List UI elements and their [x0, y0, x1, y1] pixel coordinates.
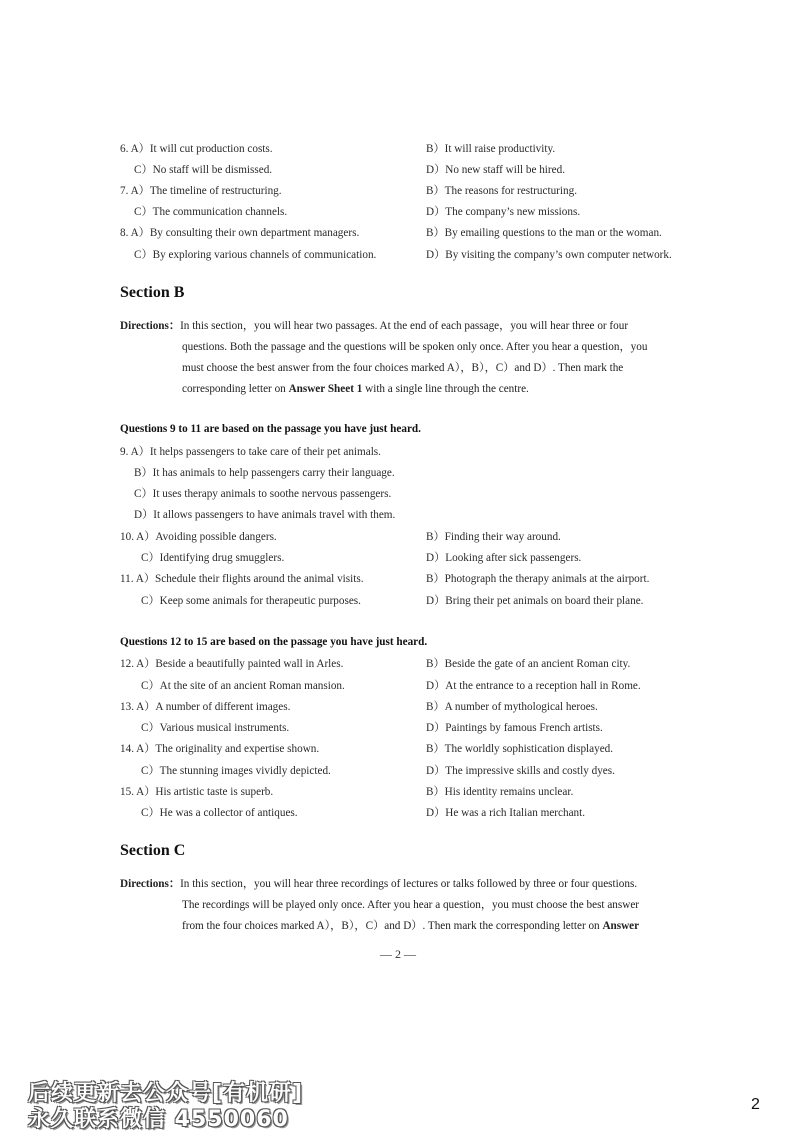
- questions-12-15-heading: Questions 12 to 15 are based on the passage you have just heard.: [120, 636, 428, 648]
- section-c-directions-label: Directions：: [120, 878, 181, 890]
- q13-option-d: D）Paintings by famous French artists.: [426, 722, 603, 734]
- q10-option-b: B）Finding their way around.: [426, 531, 561, 543]
- q11-option-c: C）Keep some animals for therapeutic purposes.: [141, 595, 361, 607]
- q11-option-b: B）Photograph the therapy animals at the airport.: [426, 573, 650, 585]
- q12-option-c: C）At the site of an ancient Roman mansion.: [141, 680, 345, 692]
- q10-option-c: C）Identifying drug smugglers.: [141, 552, 285, 564]
- q6-option-c: C）No staff will be dismissed.: [134, 164, 273, 176]
- q8-option-a: 8. A）By consulting their own department managers.: [120, 227, 360, 239]
- q10-option-a: 10. A）Avoiding possible dangers.: [120, 531, 277, 543]
- q14-option-a: 14. A）The originality and expertise shown.: [120, 743, 320, 755]
- q9-option-c: C）It uses therapy animals to soothe nervous passengers.: [134, 488, 392, 500]
- section-b-directions-line-4-tail: with a single line through the centre.: [362, 383, 529, 395]
- q14-option-c: C）The stunning images vividly depicted.: [141, 765, 331, 777]
- q14-option-b: B）The worldly sophistication displayed.: [426, 743, 614, 755]
- page-number: 2: [751, 1096, 760, 1113]
- q13-option-c: C）Various musical instruments.: [141, 722, 290, 734]
- questions-9-11-heading: Questions 9 to 11 are based on the passage you have just heard.: [120, 423, 421, 435]
- q12-option-b: B）Beside the gate of an ancient Roman city.: [426, 658, 631, 670]
- q14-option-d: D）The impressive skills and costly dyes.: [426, 765, 615, 777]
- q7-option-b: B）The reasons for restructuring.: [426, 185, 577, 197]
- section-b-directions-label: Directions：: [120, 320, 181, 332]
- q11-option-a: 11. A）Schedule their flights around the animal visits.: [120, 573, 364, 585]
- q9-option-b: B）It has animals to help passengers carry their language.: [134, 467, 395, 479]
- q12-option-d: D）At the entrance to a reception hall in Rome.: [426, 680, 641, 692]
- answer-sheet-label: Answer Sheet 1: [288, 383, 363, 395]
- q8-option-d: D）By visiting the company’s own computer network.: [426, 249, 672, 261]
- section-b-heading: Section B: [120, 284, 185, 301]
- q6-option-b: B）It will raise productivity.: [426, 143, 556, 155]
- section-b-directions-line-3: must choose the best answer from the four choices marked A），B），C）and D）. Then mark the: [182, 362, 624, 374]
- page-marker: — 2 —: [380, 947, 416, 961]
- q9-option-d: D）It allows passengers to have animals travel with them.: [134, 509, 396, 521]
- q11-option-d: D）Bring their pet animals on board their plane.: [426, 595, 644, 607]
- section-b-directions-line-2: questions. Both the passage and the questions will be spoken only once. After you hear a question，you: [182, 341, 648, 353]
- q13-option-a: 13. A）A number of different images.: [120, 701, 291, 713]
- answer-label: Answer: [602, 920, 640, 932]
- q6-option-d: D）No new staff will be hired.: [426, 164, 565, 176]
- q6-option-a: 6. A）It will cut production costs.: [120, 143, 273, 155]
- watermark-line-2: 永久联系微信 4550060: [28, 1107, 289, 1132]
- q9-option-a: 9. A）It helps passengers to take care of their pet animals.: [120, 446, 381, 458]
- section-c-directions-line-2: The recordings will be played only once. After you hear a question，you must choose the best answer: [182, 899, 640, 911]
- q8-option-c: C）By exploring various channels of communication.: [134, 249, 377, 261]
- q15-option-a: 15. A）His artistic taste is superb.: [120, 786, 274, 798]
- q13-option-b: B）A number of mythological heroes.: [426, 701, 598, 713]
- q7-option-d: D）The company’s new missions.: [426, 206, 581, 218]
- section-b-directions-line-4: corresponding letter on: [182, 383, 289, 395]
- section-b-directions-line-1: In this section，you will hear two passages. At the end of each passage，you will hear three or four: [180, 320, 629, 332]
- q7-option-c: C）The communication channels.: [134, 206, 288, 218]
- q15-option-b: B）His identity remains unclear.: [426, 786, 574, 798]
- q10-option-d: D）Looking after sick passengers.: [426, 552, 582, 564]
- section-c-heading: Section C: [120, 842, 186, 859]
- watermark-line-1: 后续更新去公众号[有机研]: [28, 1081, 304, 1106]
- q7-option-a: 7. A）The timeline of restructuring.: [120, 185, 282, 197]
- q12-option-a: 12. A）Beside a beautifully painted wall in Arles.: [120, 658, 344, 670]
- q8-option-b: B）By emailing questions to the man or the woman.: [426, 227, 662, 239]
- q15-option-d: D）He was a rich Italian merchant.: [426, 807, 586, 819]
- q15-option-c: C）He was a collector of antiques.: [141, 807, 298, 819]
- section-c-directions-line-3: from the four choices marked A），B），C）and D）. Then mark the corresponding letter on: [182, 920, 603, 932]
- section-c-directions-line-1: In this section，you will hear three recordings of lectures or talks followed by three or four questions.: [180, 878, 638, 890]
